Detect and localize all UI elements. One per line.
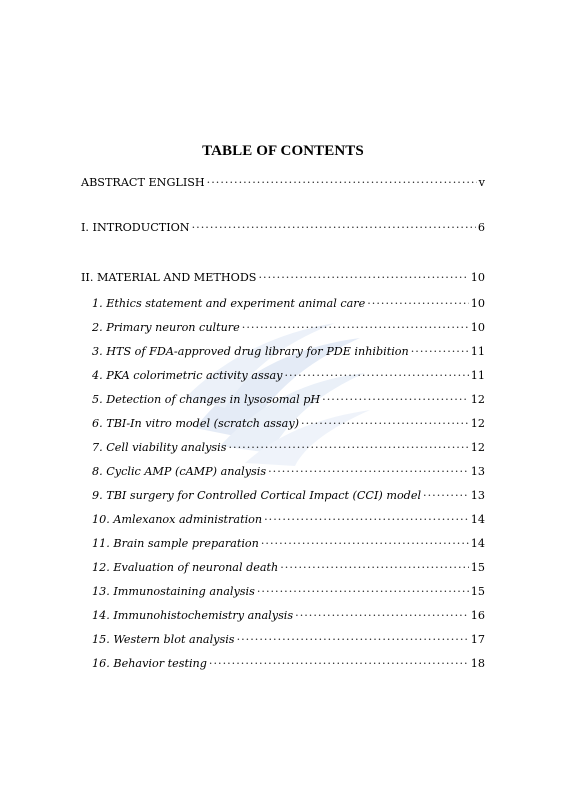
toc-entry-label: 15. Western blot analysis <box>92 633 235 646</box>
dot-leader <box>301 416 469 432</box>
dot-leader <box>207 175 477 191</box>
toc-entry-introduction[interactable] <box>81 220 485 236</box>
toc-subentry[interactable] <box>92 416 485 432</box>
dot-leader <box>423 488 469 504</box>
dot-leader <box>280 560 469 576</box>
toc-entry-page: 15 <box>470 585 485 598</box>
toc-entry-page: 13 <box>470 489 485 502</box>
toc-entry-abstract[interactable] <box>81 175 485 191</box>
toc-entry-page: 10 <box>470 321 485 334</box>
dot-leader <box>322 392 469 408</box>
toc-subentry[interactable] <box>92 632 485 648</box>
dot-leader <box>257 584 469 600</box>
toc-entry-label: 14. Immunohistochemistry analysis <box>92 609 294 622</box>
toc-subentry[interactable] <box>92 320 485 336</box>
toc-entry-page: 13 <box>470 465 485 478</box>
toc-subentry[interactable] <box>92 488 485 504</box>
toc-entry-page: 6 <box>477 221 485 234</box>
toc-entry-label: 12. Evaluation of neuronal death <box>92 561 279 574</box>
toc-entry-page: 10 <box>470 271 485 284</box>
toc-entry-label: II. MATERIAL AND METHODS <box>81 271 257 284</box>
toc-entry-label: 11. Brain sample preparation <box>92 537 259 550</box>
toc-entry-label: 6. TBI-In vitro model (scratch assay) <box>92 417 300 430</box>
toc-entry-page: 10 <box>470 297 485 310</box>
toc-entry-page: 17 <box>470 633 485 646</box>
toc-subentry[interactable] <box>92 512 485 528</box>
toc-entry-label: 1. Ethics statement and experiment animal care <box>92 297 366 310</box>
dot-leader <box>228 440 468 456</box>
toc-subentry[interactable] <box>92 560 485 576</box>
toc-entry-label: 10. Amlexanox administration <box>92 513 263 526</box>
toc-entry-page: 14 <box>470 537 485 550</box>
toc-entry-page: 16 <box>470 609 485 622</box>
toc-entry-label: 8. Cyclic AMP (cAMP) analysis <box>92 465 267 478</box>
toc-entry-page: 12 <box>470 441 485 454</box>
toc-entry-label: 2. Primary neuron culture <box>92 321 240 334</box>
toc-entry-page: v <box>478 176 485 189</box>
toc-entry-label: 4. PKA colorimetric activity assay <box>92 369 283 382</box>
toc-entry-label: 7. Cell viability analysis <box>92 441 227 454</box>
toc-title: TABLE OF CONTENTS <box>202 143 364 159</box>
toc-subentry[interactable] <box>92 344 485 360</box>
dot-leader <box>258 270 468 286</box>
dot-leader <box>209 656 469 672</box>
dot-leader <box>284 368 468 384</box>
dot-leader <box>242 320 469 336</box>
toc-subentry[interactable] <box>92 656 485 672</box>
toc-entry-label: 3. HTS of FDA-approved drug library for PDE inhibition <box>92 345 409 358</box>
dot-leader <box>192 220 476 236</box>
toc-entry-page: 12 <box>470 417 485 430</box>
dot-leader <box>268 464 469 480</box>
toc-entry-label: ABSTRACT ENGLISH <box>81 176 205 189</box>
toc-subentry[interactable] <box>92 296 485 312</box>
toc-entry-page: 12 <box>470 393 485 406</box>
toc-entry-page: 15 <box>470 561 485 574</box>
toc-subentry[interactable] <box>92 368 485 384</box>
dot-leader <box>264 512 469 528</box>
toc-entry-label: 13. Immunostaining analysis <box>92 585 255 598</box>
toc-entry-material-methods[interactable] <box>81 270 485 286</box>
dot-leader <box>261 536 469 552</box>
toc-subentry[interactable] <box>92 608 485 624</box>
toc-entry-page: 14 <box>470 513 485 526</box>
toc-subentry[interactable] <box>92 536 485 552</box>
toc-entry-label: 9. TBI surgery for Controlled Cortical Impact (CCI) model <box>92 489 422 502</box>
toc-entry-page: 18 <box>470 657 485 670</box>
dot-leader <box>411 344 469 360</box>
toc-entry-page: 11 <box>470 369 485 382</box>
toc-subentry[interactable] <box>92 440 485 456</box>
toc-subentry[interactable] <box>92 464 485 480</box>
toc-entry-label: 16. Behavior testing <box>92 657 207 670</box>
toc-entry-label: 5. Detection of changes in lysosomal pH <box>92 393 321 406</box>
toc-entry-page: 11 <box>470 345 485 358</box>
dot-leader <box>237 632 469 648</box>
toc-subentry[interactable] <box>92 584 485 600</box>
toc-entry-label: I. INTRODUCTION <box>81 221 190 234</box>
dot-leader <box>367 296 469 312</box>
toc-subentry[interactable] <box>92 392 485 408</box>
dot-leader <box>295 608 469 624</box>
